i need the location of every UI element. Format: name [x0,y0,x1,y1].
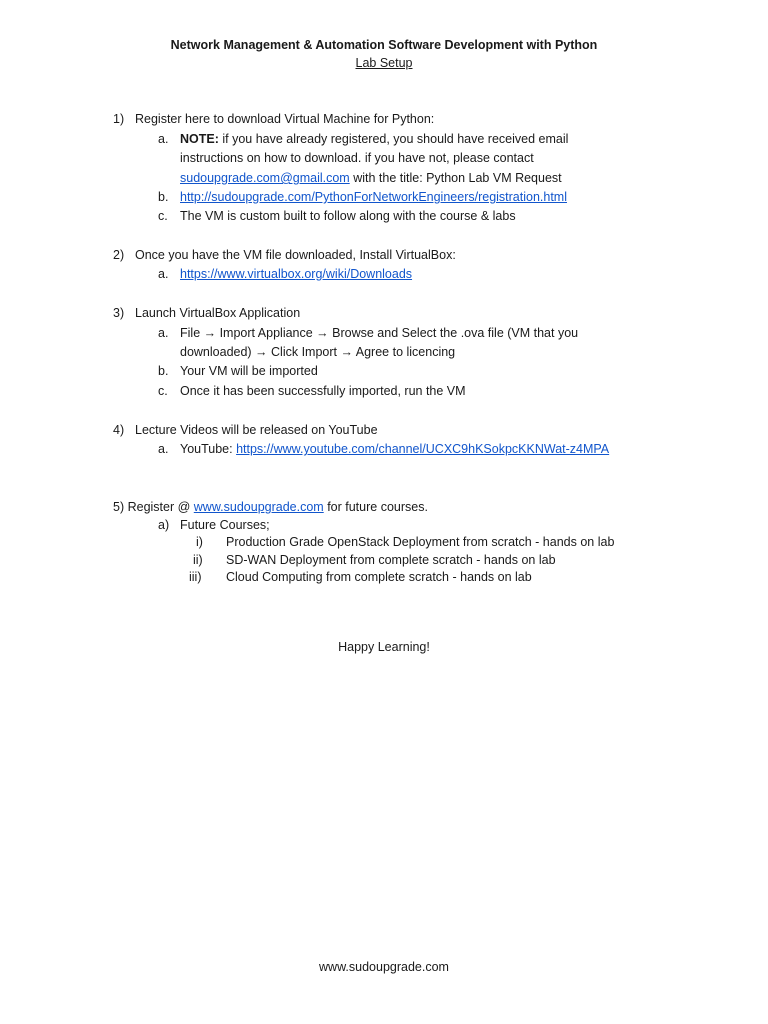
section-1b-line [180,188,567,207]
note-text: if you have already registered, you should have received email [218,132,569,146]
section-3c-text: Once it has been successfully imported, run the VM [180,384,466,398]
section-5-prefix: 5) Register @ [113,500,194,514]
section-1c-text: The VM is custom built to follow along with the course & labs [180,209,516,223]
course-item-marker: i) [196,535,203,549]
section-4a-line [180,440,609,459]
section-1a-line1 [180,130,568,149]
section-3-number: 3) [113,306,125,320]
section-2-number: 2) [113,248,125,262]
contact-email-link[interactable]: sudoupgrade.com@gmail.com [180,171,350,185]
section-3a-line1: File → Import Appliance → Browse and Select the .ova file (VM that you [180,326,579,340]
course-item-marker: iii) [189,570,202,584]
youtube-label: YouTube: [180,442,237,456]
section-1-heading: Register here to download Virtual Machine for Python: [135,112,435,126]
course-item-text: SD-WAN Deployment from complete scratch - hands on lab [226,553,556,567]
section-2a-marker: a. [158,267,169,281]
section-5a-text: Future Courses; [180,518,270,532]
section-3b-text: Your VM will be imported [180,364,318,378]
youtube-channel-link[interactable]: https://www.youtube.com/channel/UCXC9hKSokpcKKNWat-z4MPA [236,442,610,456]
page-footer: www.sudoupgrade.com [319,960,449,974]
section-4-heading: Lecture Videos will be released on YouTube [135,423,378,437]
section-2a-line [180,265,412,284]
section-4-number: 4) [113,423,125,437]
course-item-text: Production Grade OpenStack Deployment from scratch - hands on lab [226,535,615,549]
course-item-text: Cloud Computing from complete scratch - hands on lab [226,570,532,584]
section-2-heading: Once you have the VM file downloaded, Install VirtualBox: [135,248,456,262]
closing-text: Happy Learning! [338,640,430,654]
section-3-heading: Launch VirtualBox Application [135,306,301,320]
section-4a-marker: a. [158,442,169,456]
section-5a-marker: a) [158,518,170,532]
document-title: Network Management & Automation Software Development with Python [170,38,598,52]
section-1a-line2: instructions on how to download. if you have not, please contact [180,151,534,165]
course-item-marker: ii) [193,553,203,567]
section-1c-marker: c. [158,209,168,223]
note-label: NOTE: [180,132,219,146]
section-5-heading [113,498,428,517]
email-title-text: with the title: Python Lab VM Request [349,171,562,185]
document-subtitle: Lab Setup [355,56,413,70]
section-3c-marker: c. [158,384,168,398]
section-3b-marker: b. [158,364,169,378]
section-5-suffix: for future courses. [323,500,428,514]
sudoupgrade-link[interactable]: www.sudoupgrade.com [193,500,324,514]
section-3a-line2: downloaded) → Click Import → Agree to licencing [180,345,456,359]
section-3a-marker: a. [158,326,169,340]
registration-link[interactable]: http://sudoupgrade.com/PythonForNetworkEngineers/registration.html [180,190,567,204]
virtualbox-link[interactable]: https://www.virtualbox.org/wiki/Downloads [180,267,413,281]
section-1a-marker: a. [158,132,169,146]
section-1b-marker: b. [158,190,169,204]
section-1-number: 1) [113,112,125,126]
section-1a-line3 [180,169,562,188]
